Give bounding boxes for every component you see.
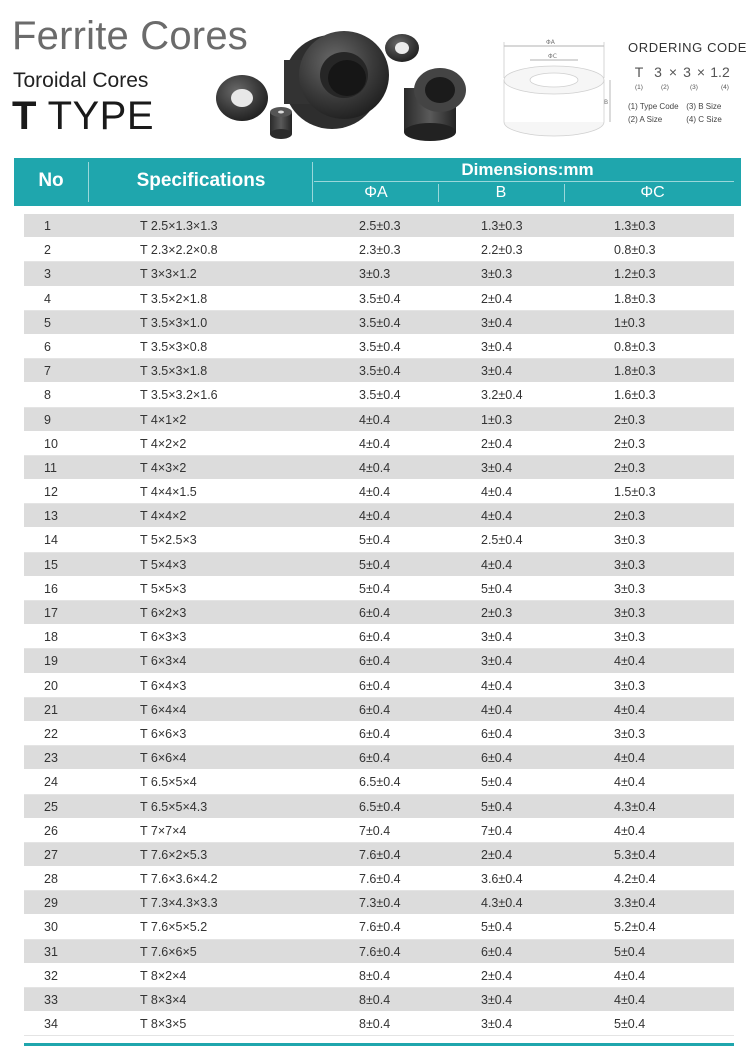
row-dim-b: 4±0.4 (481, 557, 513, 572)
row-dim-c: 3±0.3 (614, 581, 646, 596)
row-number: 34 (44, 1017, 58, 1032)
table-row (24, 359, 734, 383)
row-specification: T 4×4×2 (140, 509, 187, 524)
row-dim-c: 4±0.4 (614, 968, 646, 983)
row-dim-c: 4.2±0.4 (614, 872, 656, 887)
table-row (24, 988, 734, 1012)
row-dim-c: 0.8±0.3 (614, 243, 656, 258)
row-dim-b: 4.3±0.4 (481, 896, 523, 911)
header-divider (438, 184, 439, 202)
table-header (14, 158, 741, 206)
row-dim-b: 3±0.3 (481, 267, 513, 282)
row-dim-b: 3±0.4 (481, 315, 513, 330)
row-number: 24 (44, 775, 58, 790)
table-row (24, 214, 734, 238)
row-dim-b: 6±0.4 (481, 751, 513, 766)
table-row (24, 940, 734, 964)
row-dim-c: 5±0.4 (614, 1017, 646, 1032)
header-divider (314, 181, 734, 182)
row-dim-b: 1±0.3 (481, 412, 513, 427)
row-dim-a: 7.6±0.4 (359, 847, 401, 862)
type-code: T (12, 94, 37, 138)
row-dim-b: 3±0.4 (481, 339, 513, 354)
row-specification: T 4×3×2 (140, 460, 187, 475)
row-dim-a: 4±0.4 (359, 412, 391, 427)
row-dim-a: 7.3±0.4 (359, 896, 401, 911)
ordering-code-title: ORDERING CODE (628, 40, 748, 55)
row-number: 10 (44, 436, 58, 451)
row-dim-b: 5±0.4 (481, 581, 513, 596)
row-number: 27 (44, 847, 58, 862)
row-specification: T 4×1×2 (140, 412, 187, 427)
row-number: 14 (44, 533, 58, 548)
row-dim-b: 4±0.4 (481, 509, 513, 524)
table-row (24, 770, 734, 794)
row-dim-a: 2.5±0.3 (359, 219, 401, 233)
row-dim-a: 5±0.4 (359, 533, 391, 548)
row-dim-b: 3±0.4 (481, 364, 513, 379)
ordering-code-legend (628, 100, 748, 126)
row-dim-b: 4±0.4 (481, 702, 513, 717)
row-dim-a: 8±0.4 (359, 993, 391, 1007)
column-header-phi-a: ΦA (364, 184, 388, 201)
row-dim-b: 7±0.4 (481, 823, 513, 838)
table-row (24, 674, 734, 698)
row-specification: T 5×5×3 (140, 581, 187, 596)
row-specification: T 3.5×3×1.0 (140, 315, 208, 330)
row-dim-b: 4±0.4 (481, 678, 513, 693)
table-row (24, 262, 734, 286)
row-dim-b: 1.3±0.3 (481, 219, 523, 233)
column-header-specifications: Specifications (136, 170, 266, 191)
row-number: 31 (44, 944, 58, 959)
row-specification: T 6×3×4 (140, 654, 187, 669)
table-row (24, 698, 734, 722)
code-part-b: 3 (683, 64, 691, 80)
row-dim-a: 2.3±0.3 (359, 243, 401, 258)
row-dim-a: 6±0.4 (359, 702, 391, 717)
row-number: 22 (44, 726, 58, 741)
row-specification: T 7.6×2×5.3 (140, 847, 208, 862)
row-dim-c: 4±0.4 (614, 751, 646, 766)
row-specification: T 6×2×3 (140, 606, 187, 620)
row-dim-a: 7.6±0.4 (359, 944, 401, 959)
row-dim-c: 3±0.3 (614, 533, 646, 548)
row-dim-c: 3±0.3 (614, 606, 646, 620)
row-specification: T 6.5×5×4.3 (140, 799, 208, 814)
table-row (24, 819, 734, 843)
row-number: 8 (44, 388, 51, 403)
code-index-3: (3) (690, 84, 698, 91)
row-dim-b: 4±0.4 (481, 485, 513, 500)
row-dim-a: 7.6±0.4 (359, 920, 401, 935)
code-index-4: (4) (721, 84, 729, 91)
row-dim-b: 3±0.4 (481, 460, 513, 475)
row-dim-c: 3.3±0.4 (614, 896, 656, 911)
table-row (24, 746, 734, 770)
row-number: 6 (44, 339, 51, 354)
row-dim-b: 5±0.4 (481, 920, 513, 935)
row-specification: T 4×2×2 (140, 436, 187, 451)
row-specification: T 3.5×3×0.8 (140, 339, 208, 354)
table-row (24, 553, 734, 577)
table-row (24, 867, 734, 891)
row-dim-a: 6.5±0.4 (359, 775, 401, 790)
row-number: 5 (44, 315, 51, 330)
row-dim-a: 3.5±0.4 (359, 388, 401, 403)
row-dim-c: 4±0.4 (614, 823, 646, 838)
row-dim-c: 2±0.3 (614, 460, 646, 475)
row-number: 21 (44, 702, 58, 717)
row-dim-c: 3±0.3 (614, 678, 646, 693)
code-index-2: (2) (661, 84, 669, 91)
row-dim-a: 4±0.4 (359, 485, 391, 500)
row-dim-a: 8±0.4 (359, 968, 391, 983)
table-row (24, 504, 734, 528)
row-dim-c: 4±0.4 (614, 993, 646, 1007)
diagram-label-a: ΦA (546, 39, 555, 46)
row-specification: T 7×7×4 (140, 823, 187, 838)
row-dim-a: 7.6±0.4 (359, 872, 401, 887)
row-specification: T 8×3×4 (140, 993, 187, 1007)
table-row (24, 649, 734, 673)
row-dim-a: 4±0.4 (359, 436, 391, 451)
type-word: TYPE (47, 94, 155, 138)
legend-b-size: (3) B Size (686, 102, 722, 111)
row-specification: T 3.5×2×1.8 (140, 291, 208, 306)
row-number: 32 (44, 968, 58, 983)
row-dim-a: 3.5±0.4 (359, 315, 401, 330)
row-dim-b: 2±0.3 (481, 606, 513, 620)
row-number: 25 (44, 799, 58, 814)
header-divider (564, 184, 565, 202)
table-row (24, 915, 734, 939)
row-number: 18 (44, 630, 58, 645)
row-dim-a: 3.5±0.4 (359, 364, 401, 379)
row-number: 13 (44, 509, 58, 524)
table-row (24, 408, 734, 432)
row-specification: T 6×6×4 (140, 751, 187, 766)
row-specification: T 3.5×3×1.8 (140, 364, 208, 379)
row-dim-a: 3.5±0.4 (359, 339, 401, 354)
row-dim-b: 6±0.4 (481, 944, 513, 959)
code-part-c: 1.2 (710, 64, 730, 80)
row-dim-a: 4±0.4 (359, 460, 391, 475)
row-specification: T 8×2×4 (140, 968, 187, 983)
row-number: 9 (44, 412, 51, 427)
code-part-x1: × (668, 64, 678, 80)
legend-a-size: (2) A Size (628, 115, 663, 124)
row-dim-c: 0.8±0.3 (614, 339, 656, 354)
row-specification: T 3.5×3.2×1.6 (140, 388, 218, 403)
row-dim-c: 2±0.3 (614, 412, 646, 427)
row-dim-a: 5±0.4 (359, 557, 391, 572)
table-row (24, 1012, 734, 1036)
page-subtitle: Toroidal Cores (13, 69, 149, 92)
row-dim-c: 3±0.3 (614, 726, 646, 741)
row-dim-b: 6±0.4 (481, 726, 513, 741)
table-row (24, 843, 734, 867)
table-row (24, 577, 734, 601)
diagram-label-b: B (604, 99, 609, 106)
page-header (0, 0, 750, 152)
table-row (24, 335, 734, 359)
row-dim-c: 1±0.3 (614, 315, 646, 330)
row-specification: T 2.3×2.2×0.8 (140, 243, 218, 258)
row-dim-a: 6±0.4 (359, 630, 391, 645)
ordering-code-example (628, 64, 748, 80)
code-part-type: T (634, 64, 644, 80)
table-row (24, 311, 734, 335)
table-row (24, 238, 734, 262)
row-number: 33 (44, 993, 58, 1007)
row-specification: T 7.6×5×5.2 (140, 920, 208, 935)
specifications-table-body (24, 214, 734, 1036)
row-dim-b: 2±0.4 (481, 436, 513, 451)
type-heading (12, 94, 154, 139)
row-number: 2 (44, 243, 51, 258)
row-specification: T 6×6×3 (140, 726, 187, 741)
row-dim-b: 3±0.4 (481, 630, 513, 645)
header-divider (312, 162, 313, 202)
row-dim-c: 1.6±0.3 (614, 388, 656, 403)
row-specification: T 2.5×1.3×1.3 (140, 219, 218, 233)
row-number: 1 (44, 219, 51, 233)
row-number: 30 (44, 920, 58, 935)
row-number: 23 (44, 751, 58, 766)
row-number: 15 (44, 557, 58, 572)
row-dim-c: 1.5±0.3 (614, 485, 656, 500)
row-dim-b: 3.6±0.4 (481, 872, 523, 887)
row-number: 26 (44, 823, 58, 838)
row-dim-b: 3±0.4 (481, 654, 513, 669)
legend-c-size: (4) C Size (686, 115, 722, 124)
row-dim-a: 4±0.4 (359, 509, 391, 524)
row-specification: T 5×4×3 (140, 557, 187, 572)
row-specification: T 4×4×1.5 (140, 485, 197, 500)
row-dim-c: 3±0.3 (614, 630, 646, 645)
row-dim-c: 4±0.4 (614, 775, 646, 790)
row-dim-b: 3.2±0.4 (481, 388, 523, 403)
row-number: 17 (44, 606, 58, 620)
row-number: 12 (44, 485, 58, 500)
ordering-code-panel (628, 40, 748, 126)
table-bottom-rule (24, 1043, 734, 1046)
row-dim-b: 2.5±0.4 (481, 533, 523, 548)
column-header-no: No (38, 170, 64, 191)
row-dim-b: 2±0.4 (481, 291, 513, 306)
row-dim-c: 3±0.3 (614, 557, 646, 572)
row-number: 29 (44, 896, 58, 911)
row-dim-a: 3.5±0.4 (359, 291, 401, 306)
row-dim-a: 6±0.4 (359, 606, 391, 620)
row-specification: T 6×4×3 (140, 678, 187, 693)
table-row (24, 601, 734, 625)
page-title: Ferrite Cores (12, 14, 248, 58)
row-dim-a: 6±0.4 (359, 678, 391, 693)
row-dim-a: 6.5±0.4 (359, 799, 401, 814)
row-dim-c: 1.8±0.3 (614, 364, 656, 379)
row-dim-a: 6±0.4 (359, 726, 391, 741)
row-dim-b: 2.2±0.3 (481, 243, 523, 258)
table-row (24, 287, 734, 311)
code-index-1: (1) (635, 84, 643, 91)
row-number: 4 (44, 291, 51, 306)
row-dim-c: 4±0.4 (614, 702, 646, 717)
row-number: 19 (44, 654, 58, 669)
row-number: 7 (44, 364, 51, 379)
row-dim-c: 5.3±0.4 (614, 847, 656, 862)
row-specification: T 3×3×1.2 (140, 267, 197, 282)
dimension-diagram (496, 38, 614, 142)
row-dim-a: 6±0.4 (359, 654, 391, 669)
ordering-code-indices (628, 84, 748, 91)
row-dim-b: 2±0.4 (481, 968, 513, 983)
table-row (24, 625, 734, 649)
row-number: 16 (44, 581, 58, 596)
row-dim-a: 5±0.4 (359, 581, 391, 596)
row-specification: T 6×4×4 (140, 702, 187, 717)
row-dim-b: 3±0.4 (481, 993, 513, 1007)
row-dim-b: 5±0.4 (481, 775, 513, 790)
row-dim-a: 7±0.4 (359, 823, 391, 838)
code-part-a: 3 (654, 64, 662, 80)
table-row (24, 891, 734, 915)
row-dim-c: 5±0.4 (614, 944, 646, 959)
row-dim-b: 5±0.4 (481, 799, 513, 814)
row-number: 20 (44, 678, 58, 693)
row-specification: T 5×2.5×3 (140, 533, 197, 548)
column-header-dimensions: Dimensions:mm (461, 160, 594, 179)
column-header-b: B (495, 184, 507, 201)
row-dim-c: 2±0.3 (614, 509, 646, 524)
row-number: 11 (44, 460, 57, 475)
table-row (24, 432, 734, 456)
row-specification: T 7.6×6×5 (140, 944, 197, 959)
row-specification: T 6×3×3 (140, 630, 187, 645)
legend-type-code: (1) Type Code (628, 102, 679, 111)
table-row (24, 456, 734, 480)
table-row (24, 964, 734, 988)
row-dim-b: 2±0.4 (481, 847, 513, 862)
table-row (24, 722, 734, 746)
row-dim-b: 3±0.4 (481, 1017, 513, 1032)
row-number: 3 (44, 267, 51, 282)
row-dim-c: 2±0.3 (614, 436, 646, 451)
table-row (24, 480, 734, 504)
small-ring-core (216, 75, 268, 121)
row-dim-c: 4±0.4 (614, 654, 646, 669)
header-divider (88, 162, 89, 202)
medium-cylinder-core (404, 68, 466, 141)
row-specification: T 7.6×3.6×4.2 (140, 872, 218, 887)
row-dim-a: 8±0.4 (359, 1017, 391, 1032)
row-dim-a: 3±0.3 (359, 267, 391, 282)
row-dim-c: 1.2±0.3 (614, 267, 656, 282)
table-row (24, 528, 734, 552)
row-dim-c: 5.2±0.4 (614, 920, 656, 935)
code-part-x2: × (696, 64, 706, 80)
table-row (24, 795, 734, 819)
row-specification: T 7.3×4.3×3.3 (140, 896, 218, 911)
row-dim-c: 4.3±0.4 (614, 799, 656, 814)
ferrite-cores-photo (212, 20, 482, 150)
table-row (24, 383, 734, 407)
small-cylinder-core (270, 107, 292, 139)
row-dim-c: 1.3±0.3 (614, 219, 656, 233)
row-number: 28 (44, 872, 58, 887)
row-dim-c: 1.8±0.3 (614, 291, 656, 306)
large-toroid-core (284, 31, 389, 129)
diagram-label-c: ΦC (548, 53, 557, 60)
row-dim-a: 6±0.4 (359, 751, 391, 766)
column-header-phi-c: ΦC (640, 184, 665, 201)
row-specification: T 6.5×5×4 (140, 775, 197, 790)
row-specification: T 8×3×5 (140, 1017, 187, 1032)
top-ring-core (385, 34, 419, 62)
